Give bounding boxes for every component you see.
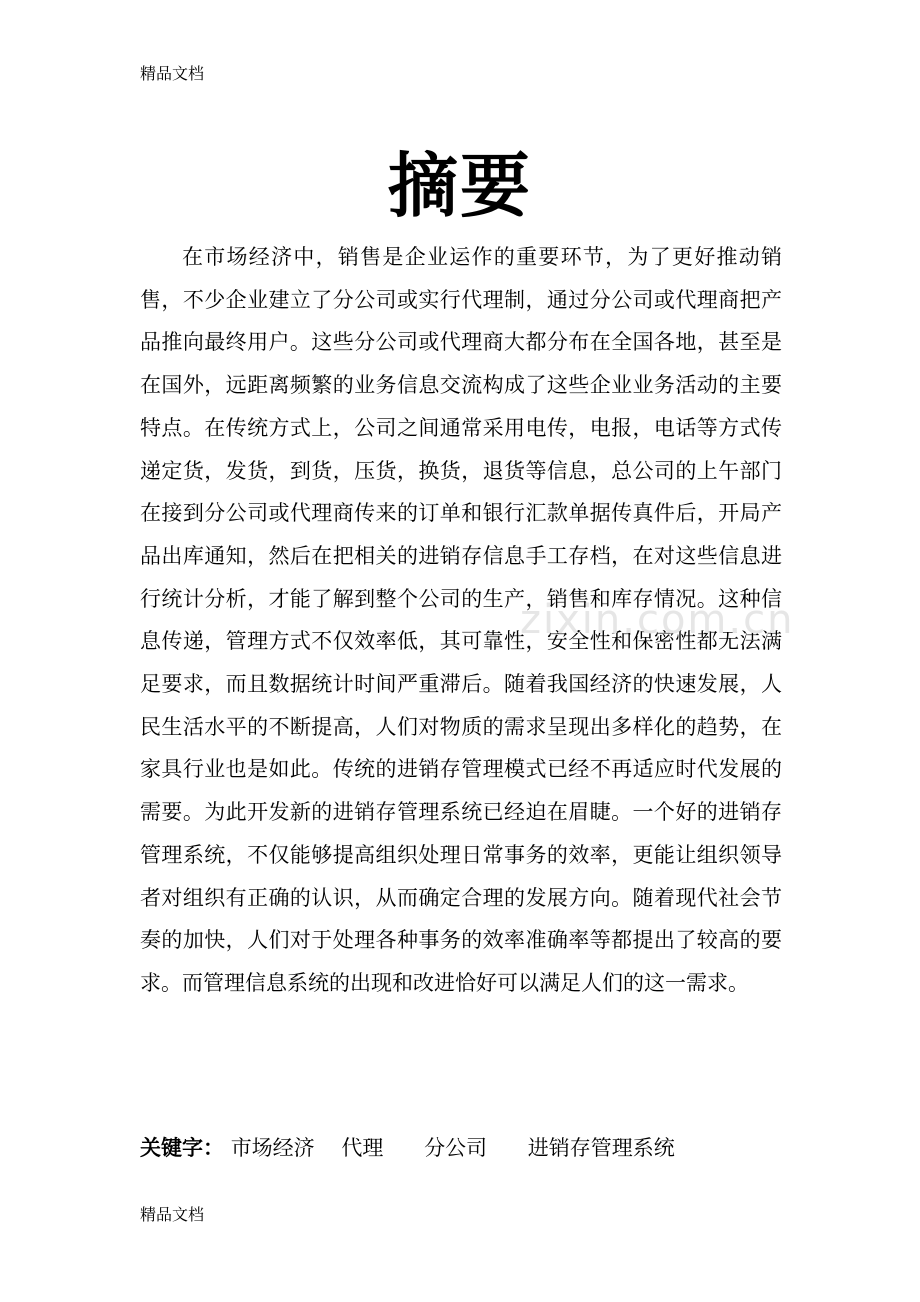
keyword-item: 进销存管理系统 xyxy=(527,1136,675,1160)
page-footer-label: 精品文档 xyxy=(140,1205,205,1224)
page-title: 摘要 xyxy=(388,144,532,227)
page-header-label: 精品文档 xyxy=(140,64,205,83)
keywords-line xyxy=(140,1130,695,1166)
watermark: zixin.com.cn xyxy=(520,597,795,643)
keywords-label: 关键字： xyxy=(140,1136,224,1160)
abstract-paragraph: 在市场经济中，销售是企业运作的重要环节，为了更好推动销售，不少企业建立了分公司或实行代理制，通过分公司或代理商把产品推向最终用户。这些分公司或代理商大都分布在全国各地，甚至是在国外，远距离频繁的业务信息交流构成了这些企业业务活动的主要特点。在传统方式上，公司之间通常采用电传，电报，电话等方式传递定货，发货，到货，压货，换货，退货等信息，总公司的上午部门在接到分公司或代理商传来的订单和银行汇款单据传真件后，开局产品出库通知，然后在把相关的进销存信息手工存档，在对这些信息进行统计分析，才能了解到整个公司的生产，销售和库存情况。这种信息传递，管理方式不仅效率低，其可靠性，安全性和保密性都无法满足要求，而且数据统计时间严重滞后。随着我国经济的快速发展，人民生活水平的不断提高，人们对物质的需求呈现出多样化的趋势，在家具行业也是如此。传统的进销存管理模式已经不再适应时代发展的需要。为此开发新的进销存管理系统已经迫在眉睫。一个好的进销存管理系统，不仅能够提高组织处理日常事务的效率，更能让组织领导者对组织有正确的认识，从而确定合理的发展方向。随着现代社会节奏的加快，人们对于处理各种事务的效率准确率等都提出了较高的要求。而管理信息系统的出现和改进恰好可以满足人们的这一需求。 xyxy=(140,245,782,995)
keyword-item: 市场经济 xyxy=(230,1136,315,1160)
keyword-item: 分公司 xyxy=(424,1136,488,1160)
keyword-item: 代理 xyxy=(341,1136,384,1160)
